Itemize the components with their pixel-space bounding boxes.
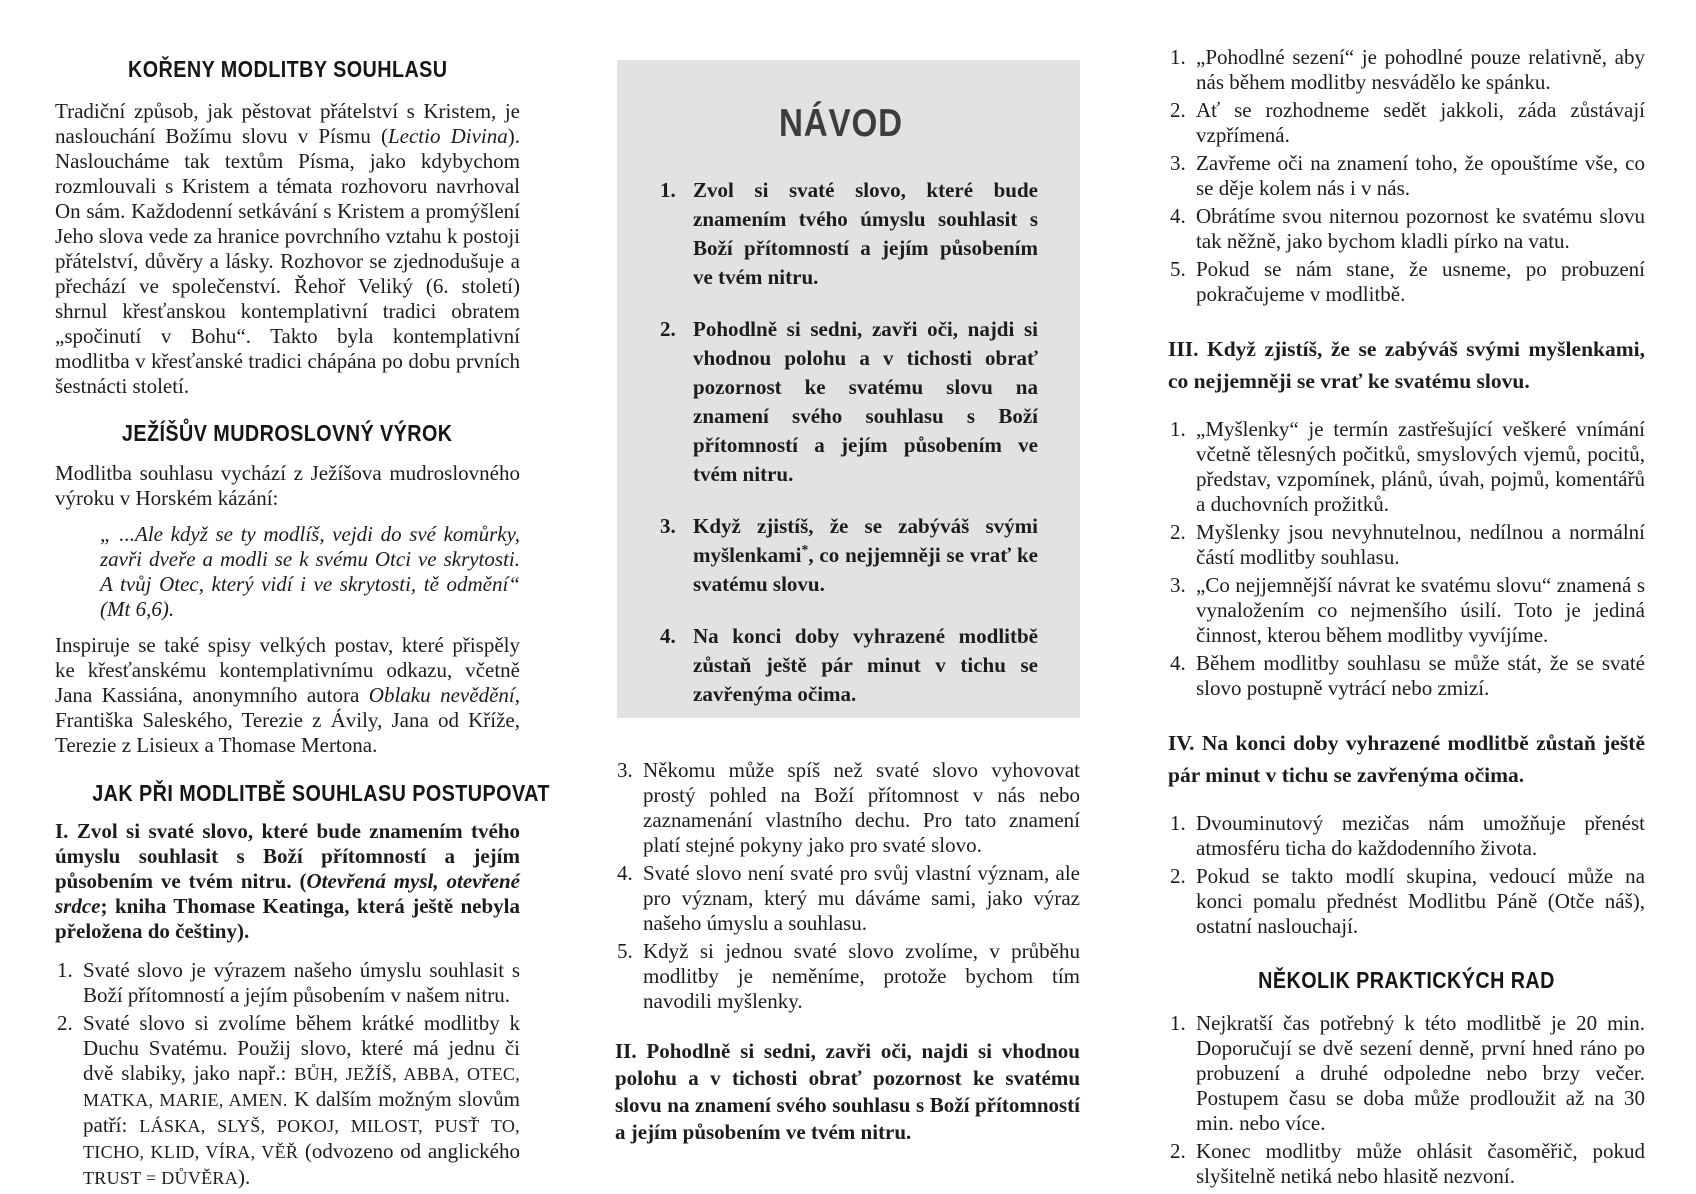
list-item-number: 2. (1170, 1139, 1186, 1163)
list-item-text: Během modlitby souhlasu se může stát, že se svaté slovo postupně vytrácí nebo zmizí. (1196, 651, 1645, 700)
heading-practical-tips-text: NĚKOLIK PRAKTICKÝCH RAD (1258, 967, 1555, 993)
list-item-text: Myšlenky jsou nevyhnutelnou, nedílnou a normální částí modlitby souhlasu. (1196, 520, 1645, 569)
list-item-text: Dvouminutový mezičas nám umožňuje přenést atmosféru ticha do každodenního života. (1196, 811, 1645, 860)
list-item (1168, 45, 1645, 95)
list-item-number: 4. (617, 861, 633, 885)
list-item (1168, 864, 1645, 939)
list-item-text: Svaté slovo je výrazem našeho úmyslu souhlasit s Boží přítomností a jejím působením v našem nitru. (83, 958, 520, 1007)
list-item (55, 958, 520, 1008)
list-item (1168, 811, 1645, 861)
list-item-text: „Myšlenky“ je termín zastřešující veškeré vnímání včetně tělesných počitků, smyslových vjemů, pocitů, představ, vzpomínek, plánů, úvah, pojmů, komentářů a duchovních prožitků. (1196, 417, 1645, 516)
list-item (615, 861, 1080, 936)
instruction-item (660, 176, 1038, 292)
scripture-quote: „ ...Ale když se ty modlíš, vejdi do své komůrky, zavři dveře a modli se k svému Otci ve skrytosti. A tvůj Otec, který vidí i ve skrytosti, tě odmění“ (Mt 6,6). (100, 522, 520, 621)
paragraph-step-III: III. Když zjistíš, že se zabýváš svými myšlenkami, co nejjemněji se vrať ke svatému slovu. (1168, 337, 1645, 393)
instructions-box-title (643, 102, 1038, 146)
paragraph-step-I-seg1: I. Zvol si svaté slovo, které bude znamením tvého úmyslu souhlasit s Boží přítomností a jejím působením ve tvém nitru. ( (55, 819, 520, 893)
instruction-item (660, 512, 1038, 599)
heading-practical-tips (1168, 967, 1645, 995)
paragraph-inspiration (55, 633, 520, 758)
instruction-item-text: Pohodlně si sedni, zavři oči, najdi si vhodnou polohu a v tichosti obrať pozornost ke svatému slovu na znamení svého souhlasu s Boží přítomností a jejím působením ve tvém nitru. (693, 317, 1038, 486)
right-column (1168, 0, 1645, 1192)
list-item (1168, 1011, 1645, 1136)
list-item (615, 939, 1080, 1014)
paragraph-roots-seg1: Tradiční způsob, jak pěstovat přátelství s Kristem, je naslouchání Božímu slovu v Písmu ( (55, 99, 520, 148)
heading-how-to-proceed (55, 780, 550, 808)
list-item-text: „Co nejjemnější návrat ke svatému slovu“ znamená s vynaložením co nejmenšího úsilí. Toto je jediná činnost, kterou během modlitby vyvíjíme. (1196, 573, 1645, 647)
paragraph-roots-seg2: ). Nasloucháme tak textům Písma, jako kdybychom rozmlouvali s Kristem a témata rozhovoru navrhoval On sám. Každodenní setkávání s Kristem a promýšlení Jeho slova vede za hranice povrchního vztahu k postoji přátelství, důvěry a lásky. Rozhovor se zjednodušuje a přechází ve společenství. Řehoř Veliký (6. století) shrnul křesťanskou kontemplativní tradici obratem „spočinutí v Bohu“. Takto byla kontemplativní modlitba v křesťanské tradici chápána po dobu prvních šestnácti století. (55, 124, 520, 398)
sacred-words-caps: LÁSKA, SLYŠ, POKOJ, MILOST, PUSŤ TO, TICHO, KLID, VÍRA, VĚŘ (83, 1116, 520, 1162)
list-item (615, 758, 1080, 858)
list-item (1168, 417, 1645, 517)
sitting-tips-list (1168, 45, 1645, 307)
instruction-item (660, 315, 1038, 489)
list-item-text: „Pohodlné sezení“ je pohodlné pouze relativně, aby nás během modlitby nesvádělo ke spánku. (1196, 45, 1645, 94)
list-item (1168, 204, 1645, 254)
list-item-number: 2. (57, 1011, 73, 1035)
instruction-item-number: 1. (660, 178, 676, 202)
paragraph-step-IV: IV. Na konci doby vyhrazené modlitbě zůstaň ještě pár minut v tichu se zavřenýma očima. (1168, 731, 1645, 787)
middle-column (615, 0, 1080, 1146)
heading-roots-text: KOŘENY MODLITBY SOUHLASU (127, 56, 448, 82)
list-item-text: Zavřeme oči na znamení toho, že opouštíme vše, co se děje kolem nás i v nás. (1196, 151, 1645, 200)
list-item-number: 3. (1170, 151, 1186, 175)
list-item (1168, 1139, 1645, 1189)
list-item-number: 1. (1170, 1011, 1186, 1035)
list-item-text: Ať se rozhodneme sedět jakkoli, záda zůstávají vzpřímená. (1196, 98, 1645, 147)
cloud-of-unknowing-italic: Oblaku nevědění (368, 683, 515, 707)
list-item (1168, 98, 1645, 148)
list-item-number: 1. (1170, 417, 1186, 441)
lectio-divina-italic: Lectio Divina (387, 124, 508, 148)
instruction-item-text: Zvol si svaté slovo, které bude znamením tvého úmyslu souhlasit s Boží přítomností a jejím působením ve tvém nitru. (693, 178, 1038, 289)
heading-jesus-saying-text: JEŽÍŠŮV MUDROSLOVNÝ VÝROK (122, 420, 453, 446)
heading-roots-of-prayer (55, 56, 520, 84)
list-item-number: 1. (1170, 811, 1186, 835)
list-item (1168, 151, 1645, 201)
list-item-number: 1. (57, 958, 73, 982)
sacred-words-caps: TRUST = DŮVĚRA (83, 1168, 239, 1188)
heading-how-to-proceed-text: JAK PŘI MODLITBĚ SOUHLASU POSTUPOVAT (92, 780, 550, 806)
list-item-number: 2. (1170, 98, 1186, 122)
list-item-text: Pokud se nám stane, že usneme, po probuzení pokračujeme v modlitbě. (1196, 257, 1645, 306)
list-item-text: Nejkratší čas potřebný k této modlitbě je 20 min. Doporučují se dvě sezení denně, první hned ráno po probuzení a druhé odpoledne nebo brzy večer. Postupem času se doba může prodloužit až na 30 min. nebo více. (1196, 1011, 1645, 1135)
open-mind-open-heart-italic: Otevřená mysl, otevřené srdce (55, 869, 520, 918)
sacred-word-list-continued (615, 758, 1080, 1014)
list-item-text: Svaté slovo není svaté pro svůj vlastní význam, ale pro význam, který mu dáváme sami, jako výraz našeho úmyslu a souhlasu. (643, 861, 1080, 935)
instructions-box-title-text: NÁVOD (778, 102, 903, 145)
practical-tips-list (1168, 1011, 1645, 1189)
list-item-number: 4. (1170, 204, 1186, 228)
instructions-box (617, 60, 1080, 718)
paragraph-saying-intro: Modlitba souhlasu vychází z Ježíšova mudroslovného výroku v Horském kázání: (55, 461, 520, 510)
instruction-item-number: 4. (660, 624, 676, 648)
sacred-words-caps: BŮH, JEŽÍŠ, ABBA, OTEC, MATKA, MARIE, AMEN. (83, 1064, 520, 1110)
list-item-number: 2. (1170, 864, 1186, 888)
paragraph-step-I-seg2: ; kniha Thomase Keatinga, která ještě nebyla přeložena do češtiny). (55, 894, 520, 943)
list-item-number: 5. (1170, 257, 1186, 281)
list-item (1168, 651, 1645, 701)
list-item-text: Svaté slovo si zvolíme během krátké modlitby k Duchu Svatému. Použij slovo, které má jednu či dvě slabiky, jako např.: BŮH, JEŽÍŠ, ABBA, OTEC, MATKA, MARIE, AMEN. K dalším možným slovům patří: LÁSKA, SLYŠ, POKOJ, MILOST, PUSŤ TO, TICHO, KLID, VÍRA, VĚŘ (odvozeno od anglického TRUST = DŮVĚRA). (83, 1011, 520, 1189)
list-item-number: 3. (617, 758, 633, 782)
instruction-item-number: 3. (660, 514, 676, 538)
list-item-text: Někomu může spíš než svaté slovo vyhovovat prostý pohled na Boží přítomnost v nás nebo zaznamenání vlastního dechu. Pro tato znamení platí stejné pokyny jako pro svaté slovo. (643, 758, 1080, 857)
list-item-number: 3. (1170, 573, 1186, 597)
list-item-text: Když si jednou svaté slovo zvolíme, v průběhu modlitby je neměníme, protože bychom tím navodili myšlenky. (643, 939, 1080, 1013)
paragraph-step-I (55, 819, 520, 944)
instruction-item (660, 622, 1038, 709)
instruction-item-text: Když zjistíš, že se zabýváš svými myšlenkami*, co nejjemněji se vrať ke svatému slovu. (693, 514, 1038, 596)
paragraph-inspiration-seg2: , Františka Saleského, Terezie z Ávily, Jana od Kříže, Terezie z Lisieux a Thomase Mertona. (55, 683, 520, 757)
list-item (1168, 257, 1645, 307)
instruction-item-text: Na konci doby vyhrazené modlitbě zůstaň ještě pár minut v tichu se zavřenýma očima. (693, 624, 1038, 706)
list-item-text: Obrátíme svou niternou pozornost ke svatému slovu tak něžně, jako bychom kladli pírko na vatu. (1196, 204, 1645, 253)
list-item-number: 4. (1170, 651, 1186, 675)
paragraph-roots (55, 99, 520, 399)
list-item-number: 2. (1170, 520, 1186, 544)
heading-jesus-saying (55, 420, 520, 448)
left-column (55, 0, 550, 1194)
list-item (1168, 520, 1645, 570)
sacred-word-list (55, 958, 520, 1191)
instruction-item-number: 2. (660, 317, 676, 341)
footnote-asterisk: * (801, 542, 809, 557)
list-item-text: Konec modlitby může ohlásit časoměřič, pokud slyšitelně netiká nebo hlasitě nezvoní. (1196, 1139, 1645, 1188)
paragraph-inspiration-seg1: Inspiruje se také spisy velkých postav, které přispěly ke křesťanskému kontemplativnímu odkazu, včetně Jana Kassiána, anonymního autora (55, 633, 520, 707)
closing-list (1168, 811, 1645, 939)
list-item (55, 1011, 520, 1191)
list-item (1168, 573, 1645, 648)
paragraph-step-II: II. Pohodlně si sedni, zavři oči, najdi si vhodnou polohu a v tichosti obrať pozornost ke svatému slovu na znamení svého souhlasu s Boží přítomností a jejím působením ve tvém nitru. (615, 1039, 1080, 1144)
thoughts-list (1168, 417, 1645, 701)
instructions-list (660, 176, 1038, 709)
list-item-number: 5. (617, 939, 633, 963)
list-item-text: Pokud se takto modlí skupina, vedoucí může na konci pomalu přednést Modlitbu Páně (Otče náš), ostatní naslouchají. (1196, 864, 1645, 938)
list-item-number: 1. (1170, 45, 1186, 69)
